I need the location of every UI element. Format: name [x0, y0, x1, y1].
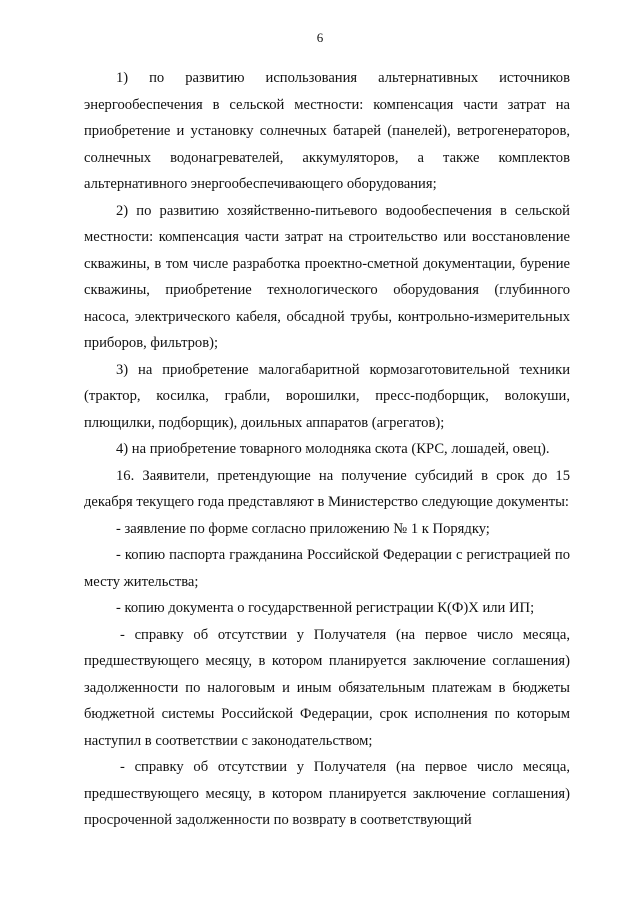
paragraph-clause-16: 16. Заявители, претендующие на получение субсидий в срок до 15 декабря текущего года представляют в Министерство следующие документы:: [84, 467, 570, 510]
paragraph-doc-debt-certificate: - справку об отсутствии у Получателя (на первое число месяца, предшествующего месяцу, в котором планируется заключение соглашения) просроченной задолженности по возврату в соответствующий: [84, 759, 570, 828]
paragraph-item-3: 3) на приобретение малогабаритной кормозаготовительной техники (трактор, косилка, грабли, ворошилки, пресс-подборщик, волокуши, плющилки, подборщик), доильных аппаратов (агрегатов);: [84, 361, 570, 431]
paragraph-doc-passport: - копию паспорта гражданина Российской Федерации с регистрацией по месту жительства;: [84, 547, 570, 590]
paragraph-item-1: 1) по развитию использования альтернативных источников энергообеспечения в сельской местности: компенсация части затрат на приобретение и установку солнечных батарей (панелей), ветрогенераторов, солнечных водонагревателей, аккумуляторов, а также комплектов альтернативного энергообеспечивающего оборудования;: [84, 70, 570, 192]
paragraph-doc-registration: - копию документа о государственной регистрации К(Ф)Х или ИП;: [116, 600, 535, 616]
document-body: [84, 65, 570, 834]
paragraph-item-2: 2) по развитию хозяйственно-питьевого водообеспечения в сельской местности: компенсация части затрат на строительство или восстановление скважины, в том числе разработка проектно-сметной документации, бурение скважины, приобретение технологического оборудования (глубинного насоса, электрического кабеля, обсадной трубы, контрольно-измерительных приборов, фильтров);: [84, 202, 570, 351]
paragraph-item-4: 4) на приобретение товарного молодняка скота (КРС, лошадей, овец).: [116, 441, 550, 457]
paragraph-doc-tax-certificate: - справку об отсутствии у Получателя (на первое число месяца, предшествующего месяцу, в котором планируется заключение соглашения) задолженности по налоговым и иным обязательным платежам в бюджеты бюджетной системы Российской Федерации, срок исполнения по которым наступил в соответствии с законодательством;: [84, 626, 570, 749]
page-number: 6: [316, 30, 324, 45]
paragraph-doc-application: - заявление по форме согласно приложению № 1 к Порядку;: [116, 520, 490, 537]
